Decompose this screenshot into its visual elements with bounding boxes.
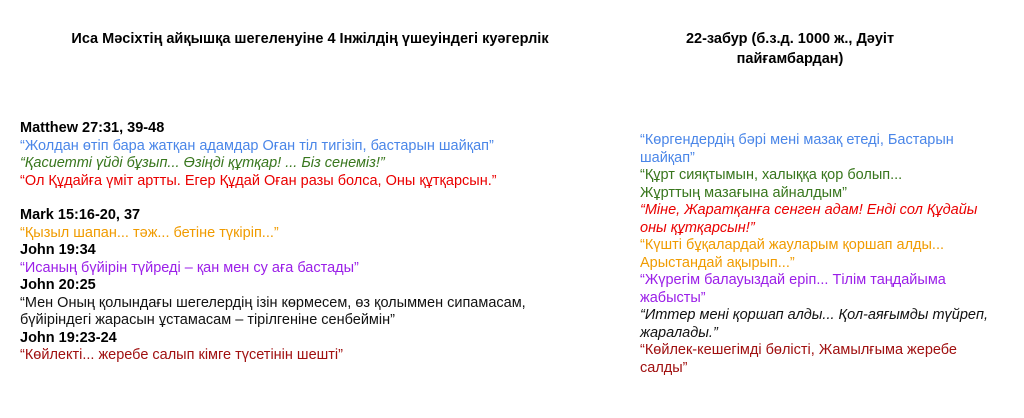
quote-mark: “Қызыл шапан... тәж... бетіне түкіріп...”: [20, 224, 279, 241]
spacer: [20, 190, 526, 207]
psalm-quote-6-line1: “Иттер мені қоршап алды... Қол-аяғымды түйреп,: [640, 307, 988, 323]
quote-john-20-25-line2: бүйіріндегі жарасын ұстамасам – тірілгеніне сенбеймін”: [20, 312, 395, 328]
psalm-quote-4-line1: “Күшті бұқалардай жауларым қоршап алды...: [640, 237, 945, 253]
quote-matthew-1: “Жолдан өтіп бара жатқан адамдар Оған тіл тигізіп, бастарын шайқап”: [20, 137, 494, 154]
quote-john-20-25-line1: “Мен Оның қолындағы шегелердің ізін көрмесем, өз қолыммен сипамасам,: [20, 294, 526, 311]
quote-matthew-2: “Қасиетті үйді бұзып... Өзіңді құтқар! ... Біз сенеміз!”: [20, 155, 385, 171]
psalm-heading-line2: пайғамбардан): [736, 51, 844, 67]
psalm-quote-3-line2: оны құтқарсын!”: [640, 219, 755, 236]
psalm-quote-5-line1: “Жүрегім балауыздай еріп... Тілім таңдайыма: [640, 272, 946, 288]
quote-matthew-3: “Ол Құдайға үміт артты. Егер Құдай Оған разы болса, Оны құтқарсын.”: [20, 172, 497, 189]
quote-john-19-34: “Исаның бүйірін түйреді – қан мен су аға бастады”: [20, 259, 359, 276]
psalm-quote-3-line1: “Міне, Жаратқанға сенген адам! Енді сол Құдайы: [640, 202, 978, 218]
psalm-heading-line1: 22-забур (б.з.д. 1000 ж., Дәуіт: [685, 31, 895, 47]
reference-matthew: Matthew 27:31, 39-48: [20, 120, 165, 136]
psalm-quote-2-line1: “Құрт сияқтымын, халыққа қор болып...: [640, 167, 903, 183]
gospels-body: [20, 120, 526, 365]
psalm-quote-1-line2: шайқап”: [640, 149, 695, 166]
psalm-quote-7-line1: “Көйлек-кешегімді бөлісті, Жамылғыма жеребе: [640, 342, 957, 358]
reference-john-19-23: John 19:23-24: [20, 329, 117, 346]
reference-john-20-25: John 20:25: [20, 277, 96, 293]
psalm-quote-4-line2: Арыстандай ақырып...”: [640, 254, 795, 271]
psalm-heading: [640, 29, 940, 69]
psalm-quote-2-line2: Жұрттың мазағына айналдым”: [640, 184, 847, 201]
gospels-heading: Иса Мәсіхтің айқышқа шегеленуіне 4 Інжілдің үшеуіндегі куәгерлік: [71, 31, 549, 47]
psalm-quote-1-line1: “Көргендердің бәрі мені мазақ етеді, Бастарын: [640, 132, 954, 148]
psalm-body: [640, 132, 988, 377]
psalm-quote-5-line2: жабысты”: [640, 289, 706, 306]
reference-mark: Mark 15:16-20, 37: [20, 207, 141, 223]
quote-john-19-23: “Көйлекті... жеребе салып кімге түсетінін шешті”: [20, 347, 343, 363]
reference-john-19-34: John 19:34: [20, 242, 96, 258]
psalm-quote-7-line2: салды”: [640, 359, 688, 376]
psalm-quote-6-line2: жаралады.”: [640, 324, 718, 341]
